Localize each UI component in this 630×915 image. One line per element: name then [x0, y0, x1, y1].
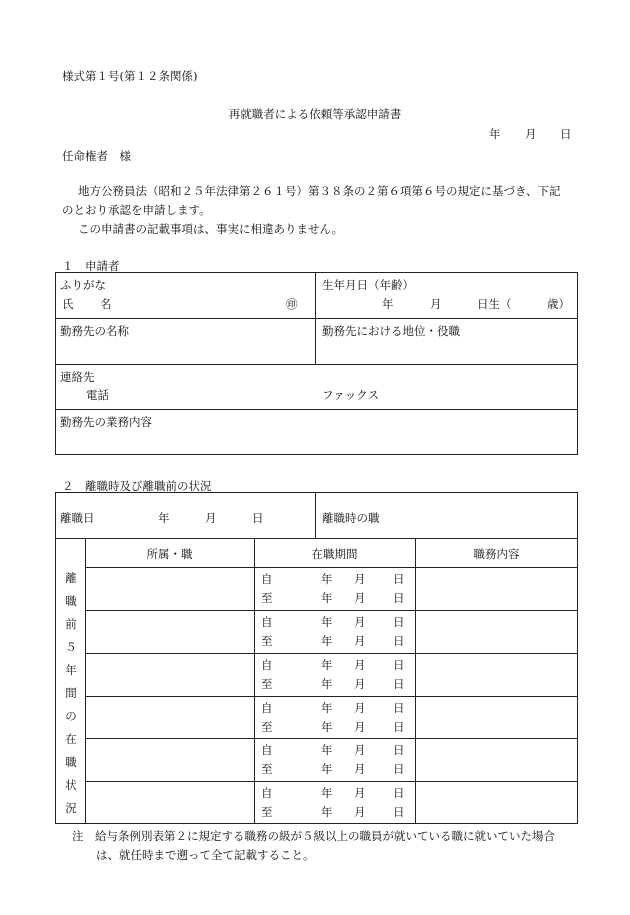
period-day-label: 日 — [393, 591, 405, 605]
side-label-char: 職 — [65, 594, 77, 608]
period-from-label: 自 — [261, 701, 273, 715]
employer-name-label: 勤務先の名称 — [60, 324, 129, 338]
period-row-divider — [85, 781, 578, 782]
period-day-label: 日 — [393, 762, 405, 776]
period-year-label: 年 — [321, 572, 333, 586]
period-year-label: 年 — [321, 720, 333, 734]
retire-row-divider — [55, 538, 578, 539]
side-label-char: 在 — [65, 732, 77, 746]
period-day-label: 日 — [393, 634, 405, 648]
side-label-char: 離 — [65, 571, 77, 585]
period-day-label: 日 — [393, 701, 405, 715]
period-to-label: 至 — [261, 805, 273, 819]
period-to-label: 至 — [261, 591, 273, 605]
name-label-1: 氏 — [62, 297, 74, 311]
date-month-label: 月 — [525, 127, 537, 141]
period-row-divider — [85, 738, 578, 739]
document-title: 再就職者による依頼等承認申請書 — [228, 107, 402, 121]
birthdate-label: 生年月日（年齢） — [322, 278, 414, 292]
side-label-char: 前 — [65, 617, 77, 631]
period-month-label: 月 — [354, 658, 366, 672]
period-to-label: 至 — [261, 762, 273, 776]
period-month-label: 月 — [354, 720, 366, 734]
seal-mark: ㊞ — [286, 297, 298, 311]
period-to-label: 至 — [261, 677, 273, 691]
addressee: 任命権者 様 — [62, 149, 131, 163]
fax-label: ファックス — [322, 388, 380, 402]
birth-age-label: 歳） — [547, 297, 570, 311]
date-year-label: 年 — [489, 127, 501, 141]
period-month-label: 月 — [354, 591, 366, 605]
period-row-divider — [85, 653, 578, 654]
period-year-label: 年 — [321, 677, 333, 691]
period-day-label: 日 — [393, 805, 405, 819]
period-month-label: 月 — [354, 677, 366, 691]
period-day-label: 日 — [393, 677, 405, 691]
period-year-label: 年 — [321, 762, 333, 776]
period-month-label: 月 — [354, 701, 366, 715]
period-from-label: 自 — [261, 743, 273, 757]
period-month-label: 月 — [354, 805, 366, 819]
side-label-char: ５ — [65, 640, 77, 654]
retire-date-label: 離職日 — [60, 511, 95, 525]
period-month-label: 月 — [354, 786, 366, 800]
intro-line-3: この申請書の記載事項は、事実に相違ありません。 — [78, 222, 344, 236]
employment-table — [55, 492, 578, 824]
header-row-divider — [85, 567, 578, 568]
period-month-label: 月 — [354, 634, 366, 648]
birth-year-label: 年 — [382, 297, 394, 311]
period-row-divider — [85, 610, 578, 611]
period-year-label: 年 — [321, 805, 333, 819]
retire-year-label: 年 — [158, 511, 170, 525]
intro-line-2: のとおり承認を申請します。 — [62, 203, 211, 217]
col-period-header: 在職期間 — [311, 547, 358, 561]
side-label-char: 況 — [65, 801, 77, 815]
period-to-label: 至 — [261, 634, 273, 648]
applicant-row-divider-3 — [55, 409, 578, 410]
period-from-label: 自 — [261, 786, 273, 800]
contact-label: 連絡先 — [60, 370, 95, 384]
col-duties-header: 職務内容 — [473, 547, 520, 561]
period-year-label: 年 — [321, 591, 333, 605]
period-day-label: 日 — [393, 786, 405, 800]
note-line-1: 注 給与条例別表第２に規定する職務の級が５級以上の職員が就いている職に就いていた場合 — [72, 829, 555, 843]
period-year-label: 年 — [321, 786, 333, 800]
side-label-char: 年 — [65, 663, 77, 677]
section2-heading: ２ 離職時及び離職前の状況 — [62, 479, 212, 493]
business-label: 勤務先の業務内容 — [60, 415, 152, 429]
name-label-2: 名 — [100, 297, 112, 311]
period-year-label: 年 — [321, 743, 333, 757]
applicant-row-divider-1 — [55, 318, 578, 319]
date-day-label: 日 — [560, 127, 572, 141]
period-month-label: 月 — [354, 615, 366, 629]
employer-position-label: 勤務先における地位・役職 — [322, 324, 460, 338]
side-label-char: 間 — [65, 686, 77, 700]
form-number: 様式第１号(第１２条関係) — [62, 69, 198, 83]
applicant-row-divider-2 — [55, 364, 578, 365]
period-row-divider — [85, 696, 578, 697]
section1-heading: １ 申請者 — [62, 259, 120, 273]
phone-label: 電話 — [86, 388, 109, 402]
retire-day-label: 日 — [252, 511, 264, 525]
period-day-label: 日 — [393, 720, 405, 734]
period-day-label: 日 — [393, 615, 405, 629]
period-month-label: 月 — [354, 743, 366, 757]
period-day-label: 日 — [393, 743, 405, 757]
retire-month-label: 月 — [205, 511, 217, 525]
period-year-label: 年 — [321, 658, 333, 672]
side-label-char: の — [65, 709, 77, 723]
period-month-label: 月 — [354, 572, 366, 586]
period-year-label: 年 — [321, 634, 333, 648]
period-from-label: 自 — [261, 572, 273, 586]
side-label-char: 状 — [65, 778, 77, 792]
side-label-char: 職 — [65, 755, 77, 769]
furigana-label: ふりがな — [60, 278, 106, 292]
period-year-label: 年 — [321, 701, 333, 715]
period-from-label: 自 — [261, 615, 273, 629]
applicant-col-divider — [315, 272, 316, 365]
intro-line-1: 地方公務員法（昭和２５年法律第２６１号）第３８条の２第６項第６号の規定に基づき、下記 — [78, 184, 561, 198]
note-line-2: は、就任時まで遡って全て記載すること。 — [96, 848, 315, 862]
period-day-label: 日 — [393, 572, 405, 586]
col-affiliation-header: 所属・職 — [146, 547, 193, 561]
period-from-label: 自 — [261, 658, 273, 672]
retire-post-label: 離職時の職 — [322, 511, 380, 525]
retire-col-divider — [315, 492, 316, 538]
period-year-label: 年 — [321, 615, 333, 629]
period-month-label: 月 — [354, 762, 366, 776]
period-to-label: 至 — [261, 720, 273, 734]
period-day-label: 日 — [393, 658, 405, 672]
birth-month-label: 月 — [430, 297, 442, 311]
birth-day-label: 日生（ — [477, 297, 512, 311]
